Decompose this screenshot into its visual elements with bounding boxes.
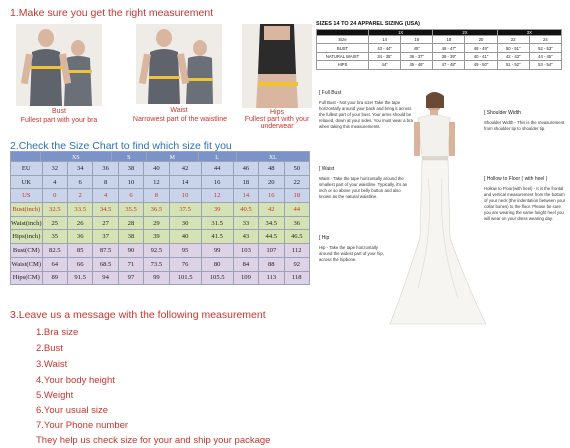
- size-cell: 95: [169, 244, 201, 258]
- size-chart-row: [11, 230, 310, 244]
- list-item: 5.Weight: [36, 390, 74, 401]
- size-cell: 84: [233, 257, 258, 271]
- size-cell: 30: [169, 216, 201, 230]
- size-cell: 89: [42, 271, 67, 285]
- usa-cell: 14: [369, 36, 401, 44]
- size-head-cell: S: [111, 152, 146, 166]
- usa-cell: 36 - 37": [401, 52, 433, 60]
- size-cell: 90: [118, 244, 143, 258]
- size-cell: 26: [68, 216, 93, 230]
- full-bust-label: Full Bust: [321, 90, 342, 96]
- size-cell: 42: [259, 203, 284, 217]
- size-cell: 31.5: [201, 216, 233, 230]
- usa-cell: 16: [401, 36, 433, 44]
- size-cell: 25: [42, 216, 67, 230]
- waist-note-title: Waist: [321, 166, 335, 172]
- size-cell: 8: [144, 189, 169, 203]
- size-cell: 99: [144, 271, 169, 285]
- usa-cell: 34 - 35": [369, 52, 401, 60]
- usa-row: [317, 44, 562, 52]
- size-cell: 35.5: [118, 203, 143, 217]
- hips-sub: Fullest part with your underwear: [244, 116, 310, 130]
- size-cell: 44: [201, 162, 233, 176]
- size-cell: 92: [284, 257, 310, 271]
- usa-cell: HIPS: [317, 61, 369, 69]
- size-cell: 101.5: [169, 271, 201, 285]
- size-cell: 71: [118, 257, 143, 271]
- size-cell: 32.5: [42, 203, 67, 217]
- size-cell: 112: [284, 244, 310, 258]
- section3-footer: They help us check size for your and ship your package: [36, 435, 271, 446]
- size-cell: 44: [284, 203, 310, 217]
- usa-size-table: [316, 29, 562, 70]
- usa-cell: 48 - 49": [465, 44, 497, 52]
- list-item: 7.Your Phone number: [36, 420, 129, 431]
- size-cell: 88: [259, 257, 284, 271]
- size-cell: 4: [42, 175, 67, 189]
- size-cell: 40: [169, 230, 201, 244]
- list-item: 4.Your body height: [36, 375, 115, 386]
- size-cell: 6: [118, 189, 143, 203]
- size-cell: 80: [201, 257, 233, 271]
- size-row-label: Waist(CM): [11, 257, 43, 271]
- section2-title: 2.Check the Size Chart to find which size fit you: [10, 140, 232, 152]
- waist-label: Waist: [170, 107, 188, 114]
- usa-cell: 18: [433, 36, 465, 44]
- usa-group: 3X: [497, 30, 561, 36]
- waist-note-label: [ Waist: [319, 166, 335, 172]
- size-cell: 118: [284, 271, 310, 285]
- size-cell: 27: [93, 216, 118, 230]
- size-cell: 48: [259, 162, 284, 176]
- usa-cell: 22: [497, 36, 529, 44]
- size-cell: 99: [201, 244, 233, 258]
- hollow-floor-note-label: [ Hollow to Floor ( with heel ): [484, 176, 548, 182]
- full-bust-note-label: [ Full Bust: [319, 90, 342, 96]
- size-cell: 33: [233, 216, 258, 230]
- list-item: 2.Bust: [36, 343, 63, 354]
- shoulder-note-title: Shoulder Width: [486, 110, 521, 116]
- size-row-label: Hips(CM): [11, 271, 43, 285]
- size-cell: 97: [118, 271, 143, 285]
- size-chart-row: [11, 271, 310, 285]
- size-cell: 33.5: [68, 203, 93, 217]
- usa-row: [317, 52, 562, 60]
- list-item: 3.Waist: [36, 359, 68, 370]
- size-cell: 37: [93, 230, 118, 244]
- size-chart-row: [11, 257, 310, 271]
- size-cell: 36: [284, 216, 310, 230]
- hip-note-label: [ Hip: [319, 235, 330, 241]
- size-cell: 10: [118, 175, 143, 189]
- usa-cell: 46 - 47": [433, 44, 465, 52]
- waist-sub: Narrowest part of the waistline: [132, 116, 228, 123]
- size-cell: 113: [259, 271, 284, 285]
- usa-cell: 38 - 39": [433, 52, 465, 60]
- usa-cell: 51 - 52": [497, 61, 529, 69]
- hips-label: Hips: [269, 109, 284, 116]
- size-cell: 105.5: [201, 271, 233, 285]
- bust-photo: [16, 24, 102, 106]
- size-cell: 50: [284, 162, 310, 176]
- hip-note-title: Hip: [321, 235, 330, 241]
- size-chart-row: [11, 175, 310, 189]
- size-cell: 94: [93, 271, 118, 285]
- section1-title: 1.Make sure you get the right measurement: [10, 7, 214, 19]
- size-cell: 41.5: [201, 230, 233, 244]
- usa-chart-title: SIZES 14 TO 24 APPAREL SIZING (USA): [316, 21, 421, 27]
- size-cell: 28: [118, 216, 143, 230]
- size-chart-row: [11, 162, 310, 176]
- size-row-label: Waist(inch): [11, 216, 43, 230]
- size-row-label: US: [11, 189, 43, 203]
- size-cell: 32: [42, 162, 67, 176]
- usa-cell: 24: [529, 36, 561, 44]
- size-chart-body: [10, 161, 310, 285]
- size-cell: 29: [144, 216, 169, 230]
- size-cell: 4: [93, 189, 118, 203]
- size-cell: 20: [259, 175, 284, 189]
- size-cell: 92.5: [144, 244, 169, 258]
- size-cell: 18: [233, 175, 258, 189]
- usa-cell: 45": [401, 44, 433, 52]
- size-cell: 2: [68, 189, 93, 203]
- size-cell: 73.5: [144, 257, 169, 271]
- usa-cell: 45 - 46": [401, 61, 433, 69]
- size-cell: 107: [259, 244, 284, 258]
- size-cell: 44.5: [259, 230, 284, 244]
- shoulder-note: Shoulder Width - This is the measurement from shoulder tip to shoulder tip.: [484, 120, 565, 131]
- list-item: 6.Your usual size: [36, 405, 109, 416]
- size-cell: 68.5: [93, 257, 118, 271]
- size-cell: 109: [233, 271, 258, 285]
- size-cell: 39: [144, 230, 169, 244]
- usa-cell: 42 - 43": [497, 52, 529, 60]
- size-cell: 66: [68, 257, 93, 271]
- size-row-label: Bust(inch): [11, 203, 43, 217]
- bust-sub: Fullest part with your bra: [20, 117, 98, 124]
- size-cell: 0: [42, 189, 67, 203]
- size-cell: 6: [68, 175, 93, 189]
- size-cell: 40.5: [233, 203, 258, 217]
- usa-cell: Size: [317, 36, 369, 44]
- size-cell: 42: [169, 162, 201, 176]
- bust-label: Bust: [51, 108, 66, 115]
- usa-cell: 49 - 50": [465, 61, 497, 69]
- usa-group: 2X: [433, 30, 497, 36]
- size-cell: 36: [68, 230, 93, 244]
- size-cell: 46.5: [284, 230, 310, 244]
- dress-model-image: [388, 88, 488, 328]
- size-cell: 43: [233, 230, 258, 244]
- size-cell: 38: [118, 230, 143, 244]
- usa-cell: 52 - 53": [529, 44, 561, 52]
- size-cell: 38: [118, 162, 143, 176]
- usa-cell: 43 - 44": [369, 44, 401, 52]
- size-cell: 14: [169, 175, 201, 189]
- size-chart-row: [11, 216, 310, 230]
- hollow-floor-note: Hollow to Floor(with heel) - It is the frontal and vertical measurement from the bottom of your neck (the indentation between your collar bones) to the floor. Please be sure you are wearing the same height heel you will wear on your dress wearing day.: [484, 186, 566, 221]
- size-cell: 82.5: [42, 244, 67, 258]
- size-cell: 12: [144, 175, 169, 189]
- usa-cell: 20: [465, 36, 497, 44]
- size-head-cell: M: [146, 152, 198, 166]
- usa-cell: BUST: [317, 44, 369, 52]
- size-cell: 18: [284, 189, 310, 203]
- size-cell: 14: [233, 189, 258, 203]
- size-chart-row: [11, 189, 310, 203]
- size-cell: 37.5: [169, 203, 201, 217]
- size-cell: 36: [93, 162, 118, 176]
- size-cell: 91.5: [68, 271, 93, 285]
- size-cell: 34.5: [259, 216, 284, 230]
- size-row-label: UK: [11, 175, 43, 189]
- size-row-label: Bust(CM): [11, 244, 43, 258]
- usa-cell: 53 - 54": [529, 61, 561, 69]
- usa-group: 1X: [369, 30, 433, 36]
- size-cell: 22: [284, 175, 310, 189]
- size-cell: 8: [93, 175, 118, 189]
- size-cell: 64: [42, 257, 67, 271]
- usa-header-row: [317, 36, 562, 44]
- size-chart-row: [11, 244, 310, 258]
- usa-cell: NATURAL WAIST: [317, 52, 369, 60]
- size-row-label: Hips(inch): [11, 230, 43, 244]
- size-cell: 36.5: [144, 203, 169, 217]
- usa-cell: 44 - 45": [529, 52, 561, 60]
- list-item: 1.Bra size: [36, 327, 79, 338]
- size-cell: 85: [68, 244, 93, 258]
- waist-note: Waist - Take the tape horizontally around the smallest part of your waistline. Typically, it's an inch or so above your belly button and also known as the natural waistline.: [319, 176, 408, 199]
- waist-photo: [136, 24, 222, 104]
- size-cell: 35: [42, 230, 67, 244]
- full-bust-note: Full Bust - Not your bra size! Take the tape horizontally around your back and bring it across the fullest part of your bust. Your arms should be relaxed, down at your sides. You must wear a bra when taking this measurements.: [319, 100, 413, 129]
- hip-note: Hip - Take the tape horizontally around the widest part of your hip, across the hipbone.: [319, 245, 384, 262]
- usa-cell: 44": [369, 61, 401, 69]
- size-chart-row: [11, 203, 310, 217]
- size-cell: 16: [259, 189, 284, 203]
- size-cell: 34.5: [93, 203, 118, 217]
- usa-cell: 47 - 48": [433, 61, 465, 69]
- section3-title: 3.Leave us a message with the following measurement: [10, 309, 266, 321]
- size-cell: 87.5: [93, 244, 118, 258]
- size-cell: 10: [169, 189, 201, 203]
- size-cell: 40: [144, 162, 169, 176]
- usa-cell: 40 - 41": [465, 52, 497, 60]
- size-cell: 46: [233, 162, 258, 176]
- size-head-cell: XS: [41, 152, 112, 166]
- shoulder-note-label: [ Shoulder Width: [484, 110, 521, 116]
- size-cell: 12: [201, 189, 233, 203]
- hollow-floor-note-title: Hollow to Floor ( with heel ): [486, 176, 548, 182]
- hips-photo: [242, 24, 312, 108]
- size-cell: 103: [233, 244, 258, 258]
- usa-cell: 50 - 51": [497, 44, 529, 52]
- size-cell: 16: [201, 175, 233, 189]
- size-head-cell: XL: [236, 152, 309, 166]
- size-cell: 76: [169, 257, 201, 271]
- size-row-label: EU: [11, 162, 43, 176]
- size-cell: 34: [68, 162, 93, 176]
- usa-row: [317, 61, 562, 69]
- size-cell: 39: [201, 203, 233, 217]
- size-head-cell: L: [198, 152, 236, 166]
